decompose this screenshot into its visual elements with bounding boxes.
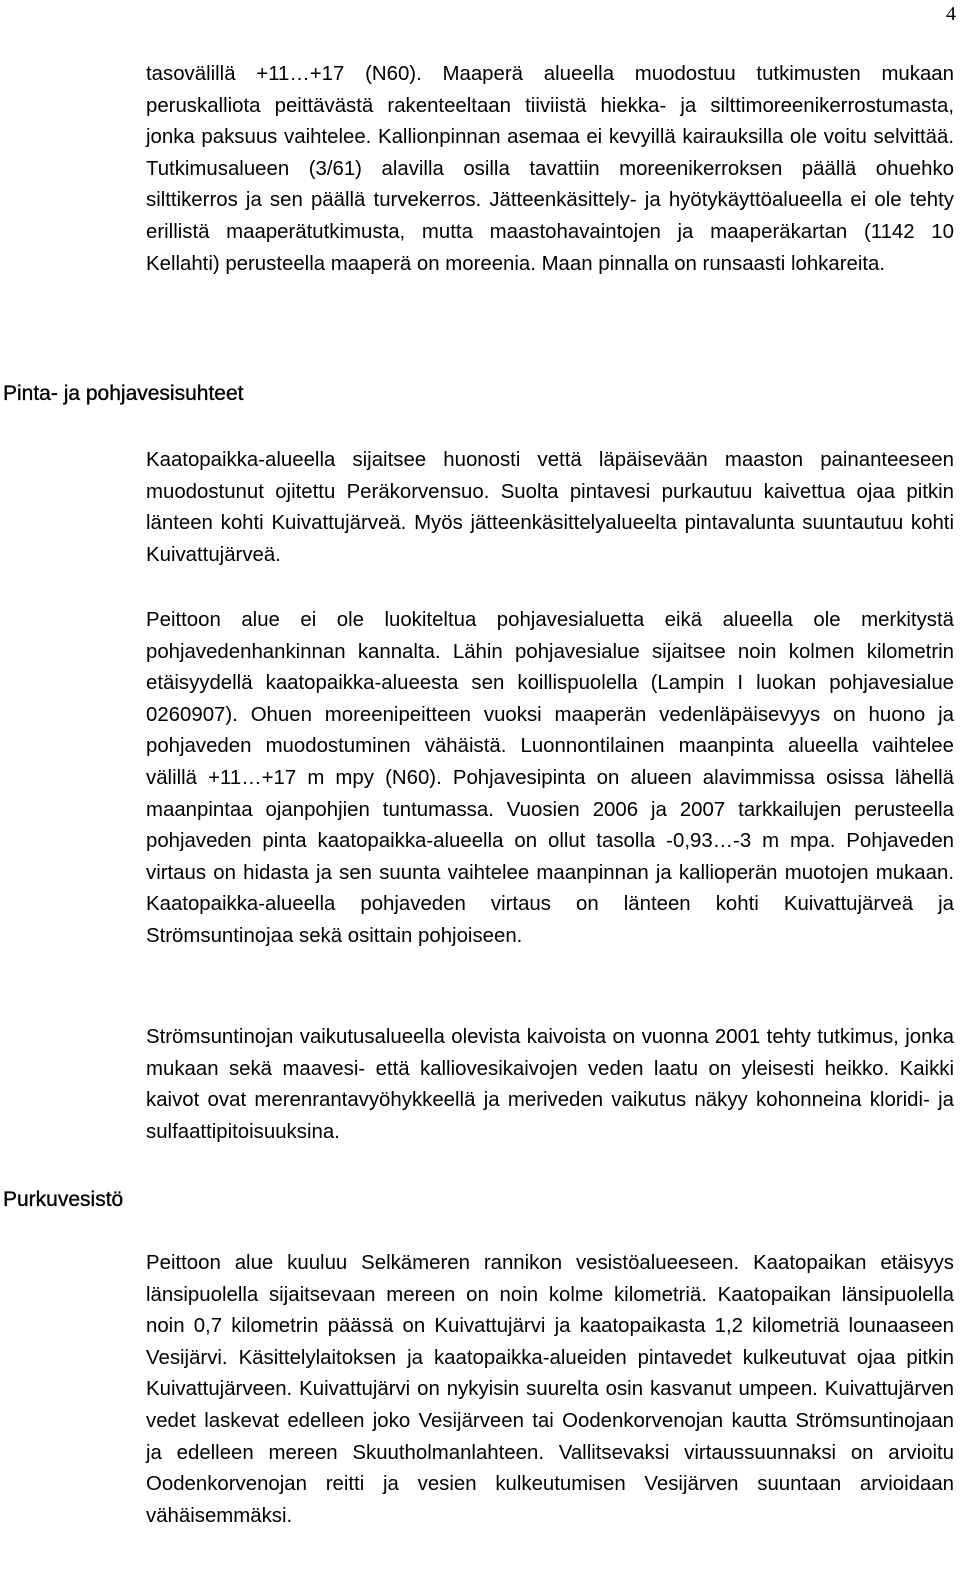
water-paragraph-1: Kaatopaikka-alueella sijaitsee huonosti vettä läpäisevään maaston painanteeseen muodostunut ojitettu Peräkorvensuo. Suolta pintavesi purkautuu kaivettua ojaa pitkin länteen kohti Kuivattujärveä. Myös jätteenkäsittelyalueelta pintavalunta suuntautuu kohti Kuivattujärveä. xyxy=(146,449,954,566)
section-heading-water: Pinta- ja pohjavesisuhteet xyxy=(3,382,244,405)
section-heading-recipient: Purkuvesistö xyxy=(3,1188,124,1211)
water-paragraph-3: Strömsuntinojan vaikutusalueella olevista kaivoista on vuonna 2001 tehty tutkimus, jonka mukaan sekä maavesi- että kalliovesikaivojen veden laatu on yleisesti heikko. Kaikki kaivot ovat merenrantavyöhykkeellä ja meriveden vaikutus näkyy kohonneina kloridi- ja sulfaattipitoisuuksina. xyxy=(146,1026,954,1143)
page-number: 4 xyxy=(946,3,956,25)
water-paragraph-2: Peittoon alue ei ole luokiteltua pohjavesialuetta eikä alueella ole merkitystä pohjavedenhankinnan kannalta. Lähin pohjavesialue sijaitsee noin kolmen kilometrin etäisyydellä kaatopaikka-alueesta sen koillispuolella (Lampin I luokan pohjavesialue 0260907). Ohuen moreenipeitteen vuoksi maaperän vedenläpäisevyys on huono ja pohjaveden muodostuminen vähäistä. Luonnontilainen maanpinta alueella vaihtelee välillä +11…+17 m mpy (N60). Pohjavesipinta on alueen alavimmissa osissa lähellä maanpintaa ojanpohjien tuntumassa. Vuosien 2006 ja 2007 tarkkailujen perusteella pohjaveden pinta kaatopaikka-alueella on ollut tasolla -0,93…-3 m mpa. Pohjaveden virtaus on hidasta ja sen suunta vaihtelee maanpinnan ja kallioperän muotojen mukaan. Kaatopaikka-alueella pohjaveden virtaus on länteen kohti Kuivattujärveä ja Strömsuntinojaa sekä osittain pohjoiseen. xyxy=(146,609,954,947)
intro-paragraph: tasovälillä +11…+17 (N60). Maaperä alueella muodostuu tutkimusten mukaan peruskalliota peittävästä rakenteeltaan tiiviistä hiekka- ja silttimoreenikerrostumasta, jonka paksuus vaihtelee. Kallionpinnan asemaa ei kevyillä kairauksilla ole voitu selvittää. Tutkimusalueen (3/61) alavilla osilla tavattiin moreenikerroksen päällä ohuehko silttikerros ja sen päällä turvekerros. Jätteenkäsittely- ja hyötykäyttöalueella ei ole tehty erillistä maaperätutkimusta, mutta maastohavaintojen ja maaperäkartan (1142 10 Kellahti) perusteella maaperä on moreenia. Maan pinnalla on runsaasti lohkareita. xyxy=(146,63,954,275)
recipient-paragraph-1: Peittoon alue kuuluu Selkämeren rannikon vesistöalueeseen. Kaatopaikan etäisyys länsipuolella sijaitsevaan mereen on noin kolme kilometriä. Kaatopaikan länsipuolella noin 0,7 kilometrin päässä on Kuivattujärvi ja kaatopaikasta 1,2 kilometriä lounaaseen Vesijärvi. Käsittelylaitoksen ja kaatopaikka-alueiden pintavedet kulkeutuvat ojaa pitkin Kuivattujärveen. Kuivattujärvi on nykyisin suurelta osin kasvanut umpeen. Kuivattujärven vedet laskevat edelleen joko Vesijärveen tai Oodenkorvenojan kautta Strömsuntinojaan ja edelleen mereen Skuutholmanlahteen. Vallitsevaksi virtaussuunnaksi on arvioitu Oodenkorvenojan reitti ja vesien kulkeutumisen Vesijärven suuntaan arvioidaan vähäisemmäksi. xyxy=(146,1252,954,1527)
